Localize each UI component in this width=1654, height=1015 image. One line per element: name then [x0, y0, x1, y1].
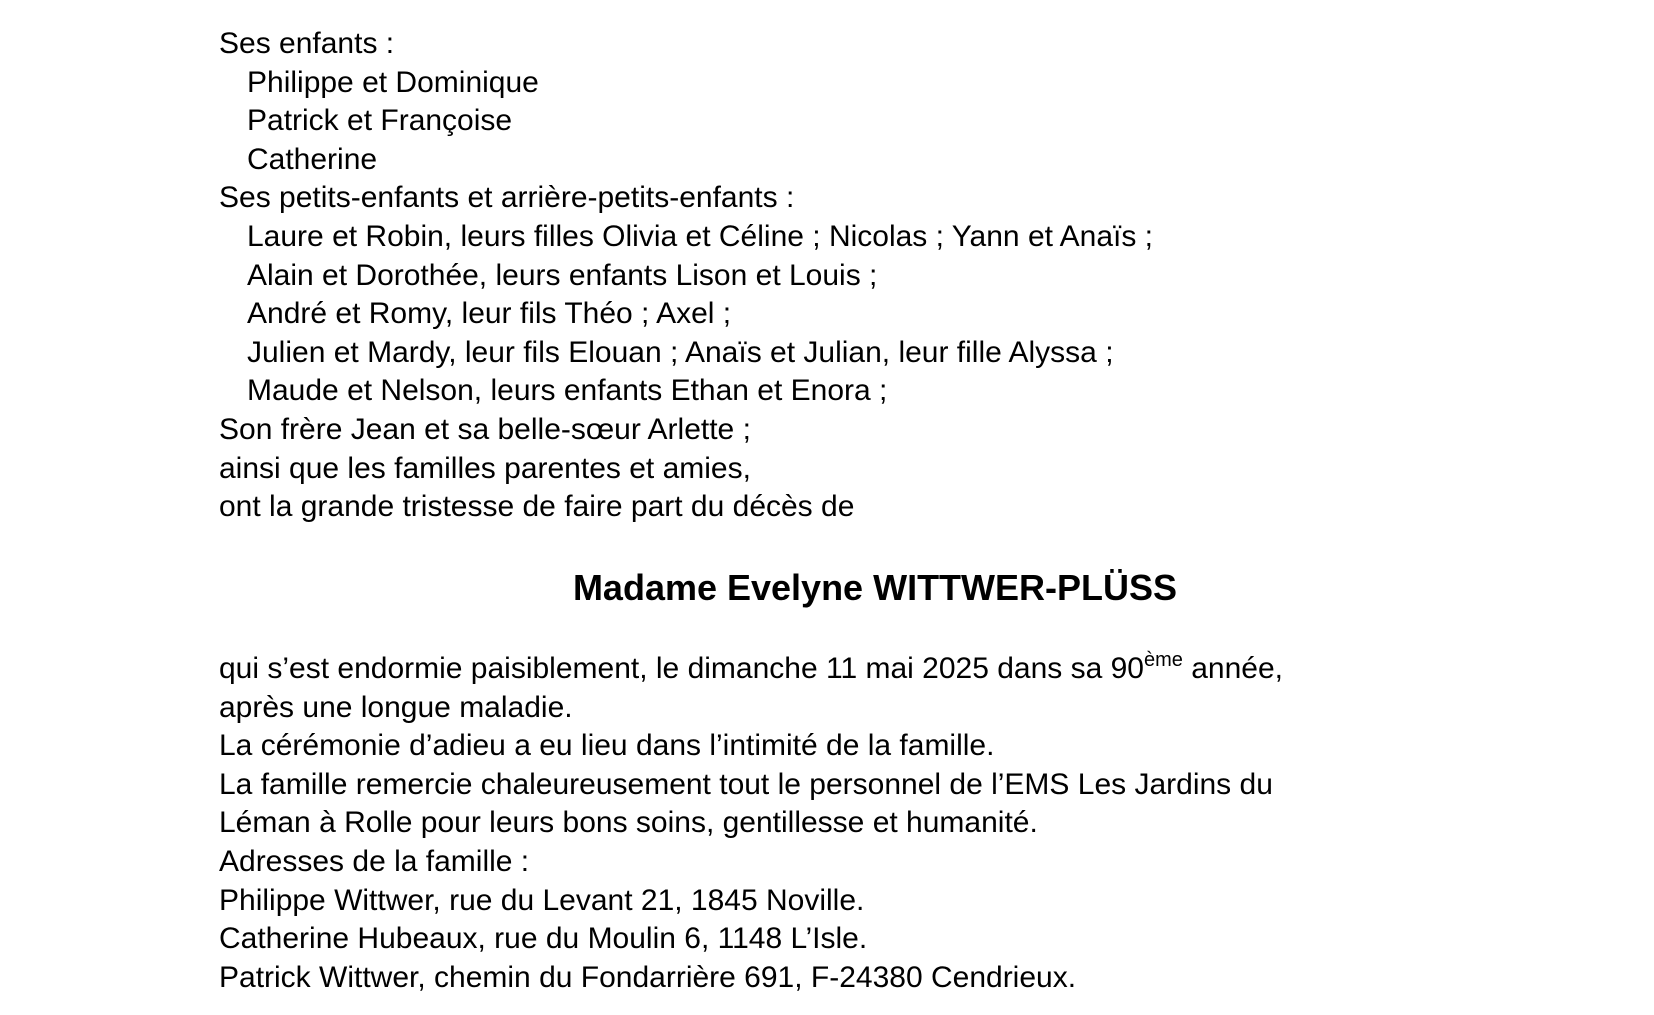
families-line: ainsi que les familles parentes et amies, [219, 451, 751, 485]
ordinal-suffix: ème [1144, 649, 1183, 671]
death-line-end: année, [1182, 652, 1283, 685]
child-entry: Philippe et Dominique [247, 65, 539, 99]
ceremony-line: La cérémonie d’adieu a eu lieu dans l’intimité de la famille. [219, 729, 995, 763]
illness-line: après une longue maladie. [219, 690, 573, 724]
announcement-line: ont la grande tristesse de faire part du décès de [219, 490, 855, 524]
child-entry: Patrick et Françoise [247, 104, 513, 138]
death-line-start: qui s’est endormie paisiblement, le dimanche 11 mai 2025 dans sa 90 [219, 652, 1144, 685]
addresses-heading: Adresses de la famille : [219, 844, 530, 878]
thanks-line: La famille remercie chaleureusement tout le personnel de l’EMS Les Jardins du [219, 767, 1273, 801]
grandchild-entry: André et Romy, leur fils Théo ; Axel ; [247, 297, 732, 331]
address-entry: Catherine Hubeaux, rue du Moulin 6, 1148 L’Isle. [219, 922, 868, 956]
grandchildren-heading: Ses petits-enfants et arrière-petits-enfants : [219, 181, 795, 215]
children-heading: Ses enfants : [219, 27, 395, 60]
notice-details [219, 650, 1459, 997]
child-entry: Catherine [247, 142, 378, 176]
address-entry: Patrick Wittwer, chemin du Fondarrière 691, F-24380 Cendrieux. [219, 960, 1077, 994]
family-list [219, 25, 1459, 527]
grandchild-entry: Julien et Mardy, leur fils Elouan ; Anaïs et Julian, leur fille Alyssa ; [247, 335, 1114, 369]
grandchild-entry: Maude et Nelson, leurs enfants Ethan et Enora ; [247, 374, 888, 408]
sibling-line: Son frère Jean et sa belle-sœur Arlette ; [219, 412, 751, 446]
grandchild-entry: Alain et Dorothée, leurs enfants Lison et Louis ; [247, 258, 878, 292]
deceased-name: Madame Evelyne WITTWER-PLÜSS [572, 567, 1178, 608]
grandchild-entry: Laure et Robin, leurs filles Olivia et Céline ; Nicolas ; Yann et Anaïs ; [247, 219, 1154, 253]
death-line [219, 650, 1459, 689]
address-entry: Philippe Wittwer, rue du Levant 21, 1845 Noville. [219, 883, 865, 917]
thanks-line: Léman à Rolle pour leurs bons soins, gentillesse et humanité. [219, 806, 1038, 840]
